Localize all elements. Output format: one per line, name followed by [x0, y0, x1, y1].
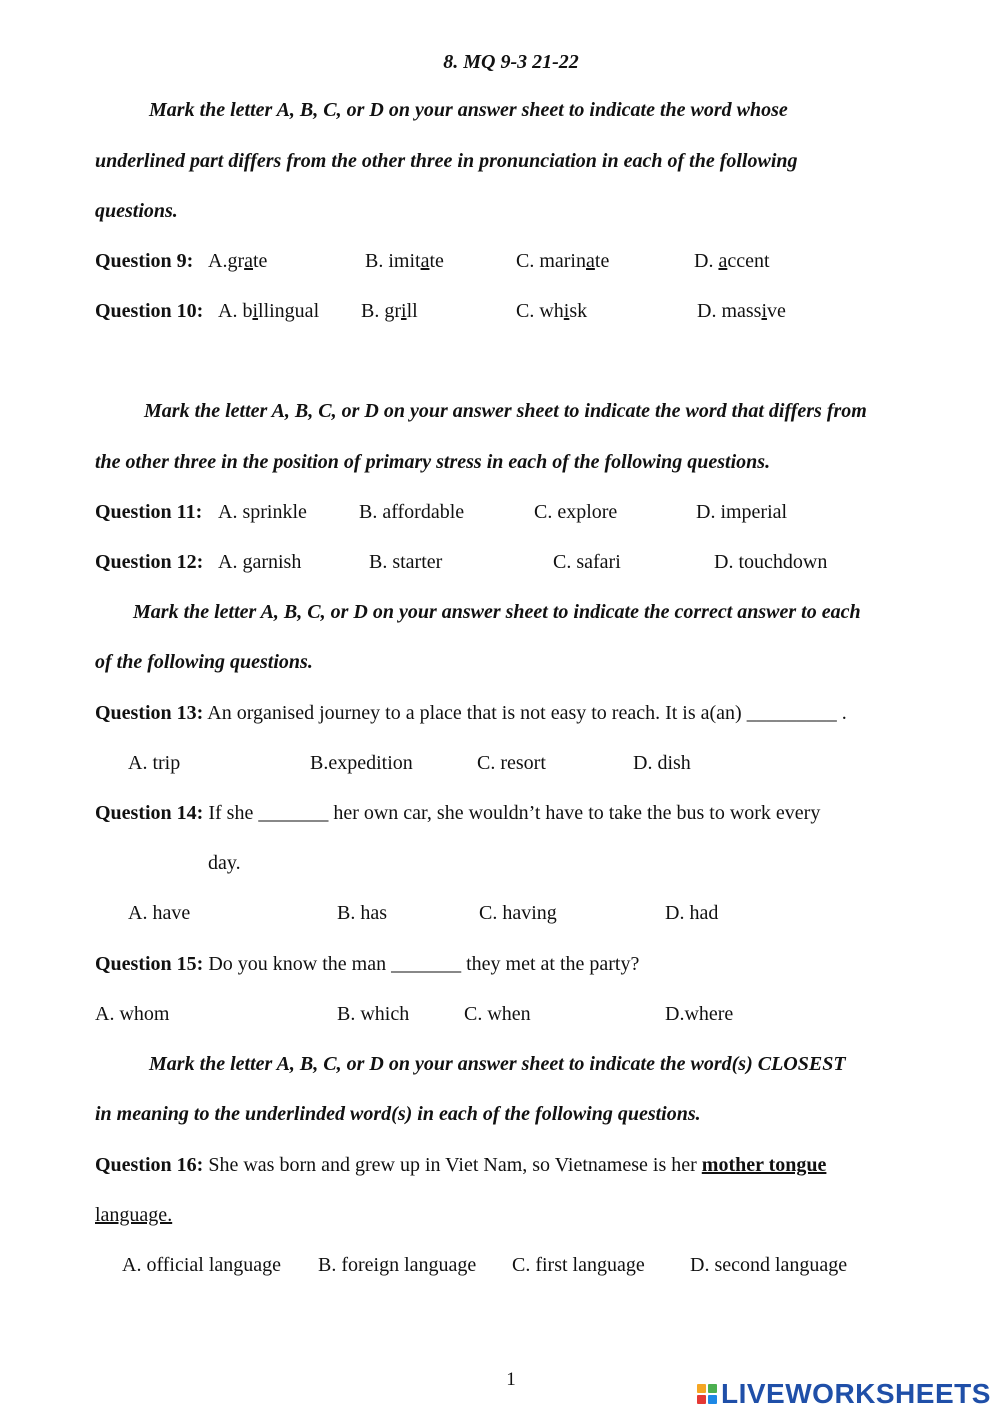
page-number: 1: [506, 1369, 516, 1390]
q12-option-c[interactable]: C. safari: [553, 551, 621, 573]
q12-label: Question 12:: [95, 551, 204, 573]
q10-a-underlined: i: [252, 300, 259, 322]
q12-option-a[interactable]: A. garnish: [218, 551, 302, 573]
q11-option-c[interactable]: C. explore: [534, 501, 618, 523]
logo-mark-square-1: [697, 1384, 706, 1393]
instruction-closest-line2: in meaning to the underlinded word(s) in each of the following questions.: [95, 1103, 701, 1125]
q9-b-post: te: [429, 250, 444, 272]
instruction-correct-line2: of the following questions.: [95, 651, 313, 673]
liveworksheets-logo-text: LIVEWORKSHEETS: [721, 1378, 991, 1409]
q15-text: Do you know the man _______ they met at the party?: [208, 953, 640, 975]
logo-mark-square-2: [708, 1384, 717, 1393]
q13-option-a[interactable]: A. trip: [128, 752, 181, 774]
q12-option-b[interactable]: B. starter: [369, 551, 443, 573]
q15-label: Question 15:: [95, 953, 204, 975]
instruction-stress-line2: the other three in the position of primary stress in each of the following questions.: [95, 451, 771, 473]
q9-option-d[interactable]: [694, 249, 770, 273]
q9-d-underlined: a: [718, 250, 728, 272]
q10-c-post: sk: [569, 300, 588, 322]
instruction-closest-line1: Mark the letter A, B, C, or D on your answer sheet to indicate the word(s) CLOSEST: [149, 1053, 846, 1075]
q10-option-d[interactable]: [697, 299, 786, 323]
q16-option-a[interactable]: A. official language: [122, 1254, 282, 1276]
q10-c-pre: C. wh: [516, 300, 564, 322]
q9-option-c[interactable]: [516, 249, 609, 273]
q11-option-a[interactable]: A. sprinkle: [218, 501, 307, 523]
q10-option-b[interactable]: [361, 299, 418, 323]
q9-option-a[interactable]: [208, 249, 267, 273]
q13-option-c[interactable]: C. resort: [477, 752, 546, 774]
liveworksheets-logo-icon: [697, 1384, 717, 1404]
q9-b-underlined: a: [420, 250, 430, 272]
q9-c-pre: C. marin: [516, 250, 586, 272]
q14-stem: [95, 801, 820, 825]
instruction-correct-line1: Mark the letter A, B, C, or D on your answer sheet to indicate the correct answer to each: [133, 601, 861, 623]
q10-d-underlined: i: [761, 300, 768, 322]
q14-option-c[interactable]: C. having: [479, 902, 557, 924]
q9-a-underlined: a: [244, 250, 253, 272]
q16-stem: [95, 1153, 826, 1177]
q16-option-d[interactable]: D. second language: [690, 1254, 848, 1276]
q13-option-d[interactable]: D. dish: [633, 752, 691, 774]
instruction-pronunciation-line3: questions.: [95, 200, 178, 222]
q14-text-cont: day.: [208, 852, 241, 874]
q12-option-d[interactable]: D. touchdown: [714, 551, 828, 573]
q13-text: An organised journey to a place that is not easy to reach. It is a(an) _________ .: [207, 702, 847, 724]
q14-option-a[interactable]: A. have: [128, 902, 191, 924]
q9-c-underlined: a: [586, 250, 595, 272]
q13-label: Question 13:: [95, 702, 204, 724]
q16-highlight: mother tongue: [701, 1154, 827, 1176]
q9-c-post: te: [594, 250, 610, 272]
logo-mark-square-4: [708, 1395, 717, 1404]
q10-a-post: llingual: [258, 300, 320, 322]
q11-option-b[interactable]: B. affordable: [359, 501, 465, 523]
q13-option-b[interactable]: B.expedition: [310, 752, 413, 774]
q9-d-post: ccent: [727, 250, 770, 272]
q10-c-underlined: i: [563, 300, 570, 322]
q10-b-underlined: i: [401, 300, 407, 322]
q10-b-pre: B. gr: [361, 300, 401, 322]
logo-mark-square-3: [697, 1395, 706, 1404]
q10-a-pre: A. b: [218, 300, 253, 322]
q16-option-b[interactable]: B. foreign language: [318, 1254, 477, 1276]
q9-a-post: te: [253, 250, 268, 272]
q10-option-a[interactable]: [218, 299, 319, 323]
q11-label: Question 11:: [95, 501, 203, 523]
q10-d-post: ve: [767, 300, 786, 322]
q14-option-d[interactable]: D. had: [665, 902, 719, 924]
q15-option-c[interactable]: C. when: [464, 1003, 531, 1025]
q16-text-cont: language.: [95, 1204, 173, 1226]
q16-text: She was born and grew up in Viet Nam, so Vietnamese is her: [208, 1154, 697, 1176]
q15-option-b[interactable]: B. which: [337, 1003, 410, 1025]
q9-a-pre: A.gr: [208, 250, 245, 272]
q14-text: If she _______ her own car, she wouldn’t have to take the bus to work every: [208, 802, 821, 824]
q10-option-c[interactable]: [516, 299, 587, 323]
q9-option-b[interactable]: [365, 249, 444, 273]
q14-option-b[interactable]: B. has: [337, 902, 387, 924]
q13-stem: [95, 701, 847, 725]
q16-label: Question 16:: [95, 1154, 204, 1176]
q9-d-pre: D.: [694, 250, 719, 272]
q15-stem: [95, 952, 639, 976]
q10-label: Question 10:: [95, 300, 204, 322]
q9-label: Question 9:: [95, 250, 194, 272]
instruction-pronunciation-line1: Mark the letter A, B, C, or D on your answer sheet to indicate the word whose: [149, 99, 788, 121]
q10-d-pre: D. mass: [697, 300, 762, 322]
q10-b-post: ll: [406, 300, 418, 322]
instruction-pronunciation-line2: underlined part differs from the other three in pronunciation in each of the following: [95, 150, 798, 172]
q14-label: Question 14:: [95, 802, 204, 824]
q9-b-pre: B. imit: [365, 250, 421, 272]
worksheet-title: 8. MQ 9-3 21-22: [443, 51, 579, 73]
instruction-stress-line1: Mark the letter A, B, C, or D on your answer sheet to indicate the word that differs from: [144, 400, 867, 422]
q15-option-d[interactable]: D.where: [665, 1003, 734, 1025]
q15-option-a[interactable]: A. whom: [95, 1003, 170, 1025]
q16-option-c[interactable]: C. first language: [512, 1254, 645, 1276]
q11-option-d[interactable]: D. imperial: [696, 501, 788, 523]
liveworksheets-logo: [697, 1378, 991, 1410]
